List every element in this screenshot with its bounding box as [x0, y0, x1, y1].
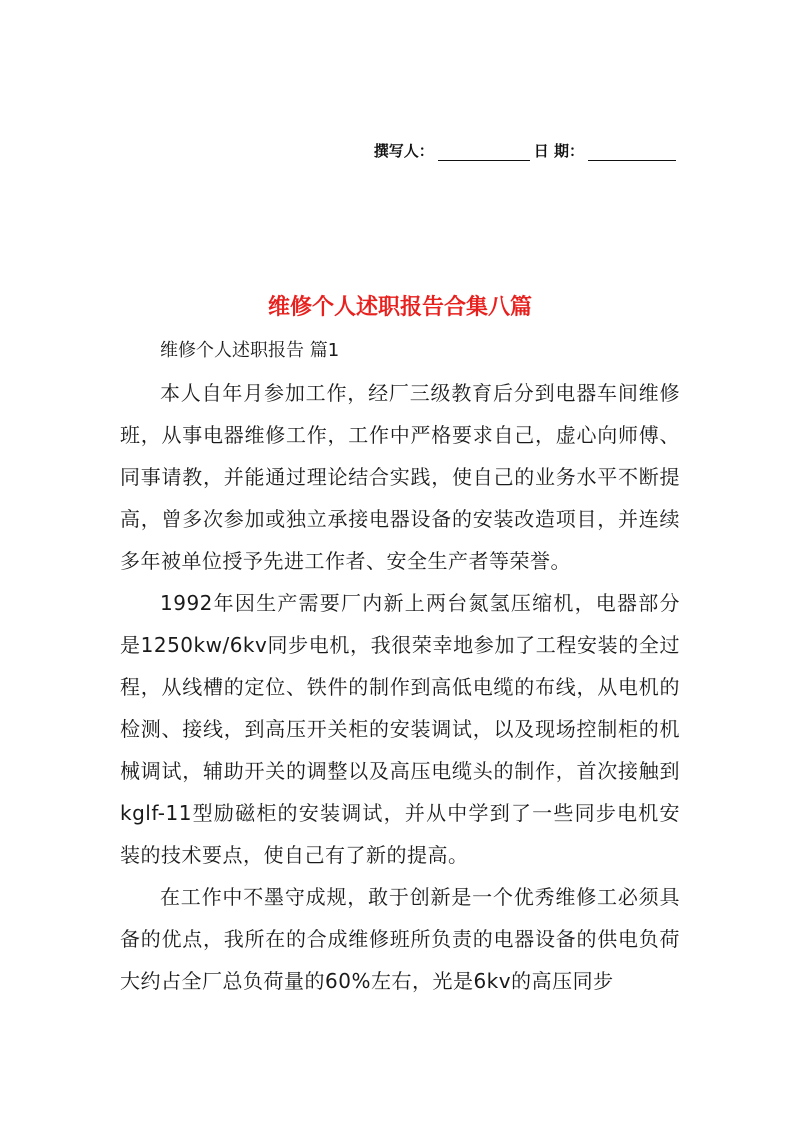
author-blank — [438, 144, 530, 161]
document-body — [120, 330, 680, 1002]
paragraph-1: 本人自年月参加工作，经厂三级教育后分到电器车间维修班，从事电器维修工作，工作中严格要求自己，虚心向师傅、同事请教，并能通过理论结合实践，使自己的业务水平不断提高，曾多次参加或独立承接电器设备的安装改造项目，并连续多年被单位授予先进工作者、安全生产者等荣誉。 — [120, 381, 680, 573]
date-blank — [588, 144, 676, 161]
document-title: 维修个人述职报告合集八篇 — [267, 294, 532, 320]
author-label: 撰写人： — [373, 142, 434, 160]
date-label: 日 期： — [533, 142, 584, 160]
paragraph-3: 在工作中不墨守成规，敢于创新是一个优秀维修工必须具备的优点，我所在的合成维修班所负责的电器设备的供电负荷大约占全厂总负荷量的60%左右，光是6kv的高压同步 — [120, 885, 680, 993]
paragraph-2: 1992年因生产需要厂内新上两台氮氢压缩机，电器部分是1250kw/6kv同步电机，我很荣幸地参加了工程安装的全过程，从线槽的定位、铁件的制作到高低电缆的布线，从电机的检测、接线，到高压开关柜的安装调试，以及现场控制柜的机械调试，辅助开关的调整以及高压电缆头的制作，首次接触到kglf-11型励磁柜的安装调试，并从中学到了一些同步电机安装的技术要点，使自己有了新的提高。 — [120, 591, 680, 867]
section-subtitle: 维修个人述职报告 篇1 — [160, 340, 340, 361]
author-date-line — [374, 140, 680, 161]
